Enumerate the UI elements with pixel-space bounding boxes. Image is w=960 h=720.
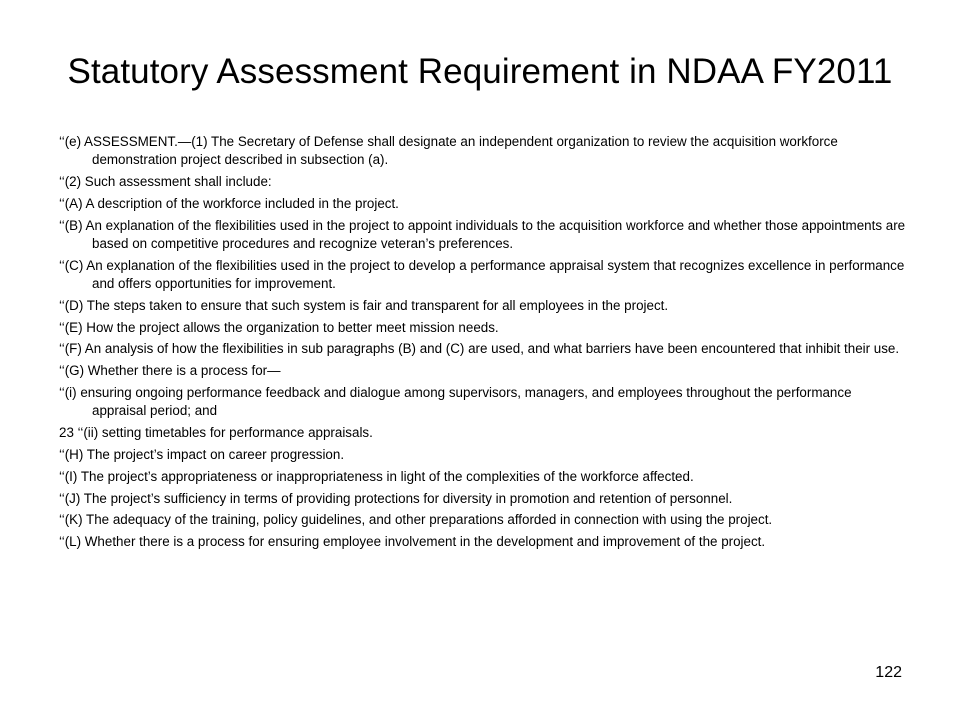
paragraph-g-i: ‘‘(i) ensuring ongoing performance feedback and dialogue among supervisors, managers, and employees throughout the performance appraisal period; and [59, 385, 852, 419]
page-number: 122 [875, 664, 902, 681]
paragraph-k: ‘‘(K) The adequacy of the training, policy guidelines, and other preparations afforded in connection with using the project. [59, 512, 773, 528]
paragraph-e: ‘‘(E) How the project allows the organization to better meet mission needs. [59, 319, 499, 335]
paragraph-b: ‘‘(B) An explanation of the flexibilities used in the project to appoint individuals to the acquisition workforce and whether those appointments are based on competitive procedures and recognize veteran’s preferences. [59, 217, 906, 251]
paragraph-i: ‘‘(I) The project’s appropriateness or inappropriateness in light of the complexities of the workforce affected. [59, 468, 694, 484]
paragraph-e-assessment: ‘‘(e) ASSESSMENT.—(1) The Secretary of Defense shall designate an independent organization to review the acquisition workforce demonstration project described in subsection (a). [59, 134, 838, 168]
paragraph-g-ii: 23 ‘‘(ii) setting timetables for performance appraisals. [59, 425, 373, 441]
paragraph-a: ‘‘(A) A description of the workforce included in the project. [59, 195, 399, 211]
paragraph-l: ‘‘(L) Whether there is a process for ensuring employee involvement in the development and improvement of the project. [59, 534, 766, 550]
statute-text [59, 133, 909, 555]
paragraph-2-assessment-contents: ‘‘(2) Such assessment shall include: [59, 174, 272, 190]
paragraph-f: ‘‘(F) An analysis of how the flexibilities in sub paragraphs (B) and (C) are used, and what barriers have been encountered that inhibit their use. [59, 341, 900, 357]
paragraph-h: ‘‘(H) The project’s impact on career progression. [59, 446, 345, 462]
paragraph-g: ‘‘(G) Whether there is a process for— [59, 363, 281, 379]
paragraph-d: ‘‘(D) The steps taken to ensure that such system is fair and transparent for all employees in the project. [59, 297, 669, 313]
paragraph-j: ‘‘(J) The project’s sufficiency in terms of providing protections for diversity in promotion and retention of personnel. [59, 490, 733, 506]
paragraph-c: ‘‘(C) An explanation of the flexibilities used in the project to develop a performance appraisal system that recognizes excellence in performance and offers opportunities for improvement. [59, 257, 905, 292]
slide-title: Statutory Assessment Requirement in NDAA FY2011 [67, 52, 893, 91]
